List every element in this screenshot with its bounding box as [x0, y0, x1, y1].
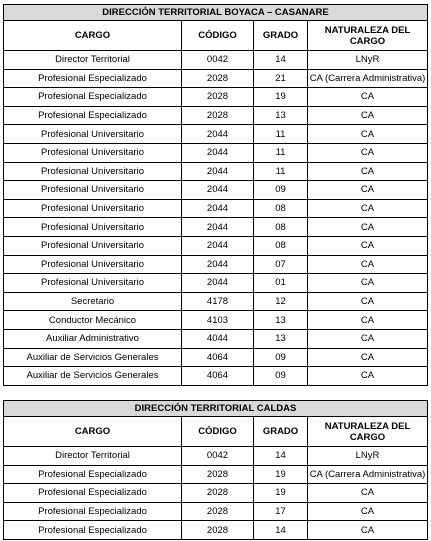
cell-naturaleza: CA [308, 255, 428, 274]
cell-cargo: Profesional Universitario [4, 236, 182, 255]
cell-codigo: 4064 [182, 367, 254, 386]
cell-codigo: 0042 [182, 447, 254, 466]
cell-codigo: 2028 [182, 69, 254, 88]
table-row [4, 106, 428, 125]
cell-grado: 13 [254, 329, 308, 348]
cell-cargo: Auxiliar Administrativo [4, 329, 182, 348]
cell-naturaleza: CA [308, 521, 428, 540]
cell-cargo: Profesional Especializado [4, 465, 182, 484]
cell-cargo: Profesional Especializado [4, 502, 182, 521]
cell-cargo: Profesional Universitario [4, 125, 182, 144]
table-row [4, 502, 428, 521]
cell-grado: 19 [254, 465, 308, 484]
cell-naturaleza: CA [308, 348, 428, 367]
cell-codigo: 2044 [182, 181, 254, 200]
table-row [4, 367, 428, 386]
cell-codigo: 4044 [182, 329, 254, 348]
cell-cargo: Profesional Especializado [4, 484, 182, 503]
cell-grado: 12 [254, 292, 308, 311]
cell-naturaleza: CA [308, 236, 428, 255]
table-row [4, 329, 428, 348]
header-cargo: CARGO [4, 21, 182, 51]
cell-grado: 09 [254, 348, 308, 367]
table-row [4, 274, 428, 293]
cell-cargo: Auxiliar de Servicios Generales [4, 367, 182, 386]
cell-naturaleza: CA [308, 502, 428, 521]
cell-naturaleza: CA (Carrera Administrativa) [308, 69, 428, 88]
cell-cargo: Profesional Universitario [4, 143, 182, 162]
cell-grado: 19 [254, 88, 308, 107]
cell-grado: 11 [254, 125, 308, 144]
cell-cargo: Profesional Especializado [4, 69, 182, 88]
cell-grado: 19 [254, 484, 308, 503]
cell-grado: 14 [254, 447, 308, 466]
table-row [4, 143, 428, 162]
cell-codigo: 4064 [182, 348, 254, 367]
cell-codigo: 4103 [182, 311, 254, 330]
table-row [4, 51, 428, 70]
cell-naturaleza: CA [308, 199, 428, 218]
cell-codigo: 2028 [182, 88, 254, 107]
cell-codigo: 2028 [182, 484, 254, 503]
cell-grado: 11 [254, 143, 308, 162]
cell-naturaleza: CA [308, 162, 428, 181]
cell-naturaleza: LNyR [308, 51, 428, 70]
cell-cargo: Profesional Universitario [4, 218, 182, 237]
cell-naturaleza: CA [308, 292, 428, 311]
cell-naturaleza: CA [308, 329, 428, 348]
cell-codigo: 4178 [182, 292, 254, 311]
table-title: DIRECCIÓN TERRITORIAL CALDAS [4, 401, 428, 417]
cell-naturaleza: CA [308, 106, 428, 125]
cell-cargo: Profesional Especializado [4, 521, 182, 540]
cell-codigo: 2044 [182, 199, 254, 218]
cell-naturaleza: CA (Carrera Administrativa) [308, 465, 428, 484]
header-grado: GRADO [254, 417, 308, 447]
cell-codigo: 2044 [182, 255, 254, 274]
cell-naturaleza: CA [308, 311, 428, 330]
table-row [4, 199, 428, 218]
cell-grado: 07 [254, 255, 308, 274]
table-row [4, 465, 428, 484]
cell-codigo: 2028 [182, 465, 254, 484]
cell-grado: 09 [254, 181, 308, 200]
cell-cargo: Secretario [4, 292, 182, 311]
cell-naturaleza: CA [308, 484, 428, 503]
table-title: DIRECCIÓN TERRITORIAL BOYACA – CASANARE [4, 5, 428, 21]
cell-naturaleza: CA [308, 181, 428, 200]
table-row [4, 348, 428, 367]
cell-codigo: 2028 [182, 502, 254, 521]
cell-codigo: 2044 [182, 143, 254, 162]
table-row [4, 447, 428, 466]
cell-cargo: Profesional Universitario [4, 162, 182, 181]
cell-grado: 09 [254, 367, 308, 386]
cell-naturaleza: CA [308, 143, 428, 162]
table-row [4, 88, 428, 107]
table-row [4, 255, 428, 274]
table-row [4, 69, 428, 88]
cell-codigo: 0042 [182, 51, 254, 70]
cell-cargo: Auxiliar de Servicios Generales [4, 348, 182, 367]
cell-grado: 13 [254, 311, 308, 330]
cell-cargo: Profesional Universitario [4, 199, 182, 218]
header-naturaleza: NATURALEZA DEL CARGO [308, 417, 428, 447]
cell-grado: 21 [254, 69, 308, 88]
cell-codigo: 2044 [182, 274, 254, 293]
cell-cargo: Profesional Universitario [4, 181, 182, 200]
cell-codigo: 2028 [182, 106, 254, 125]
cell-naturaleza: CA [308, 218, 428, 237]
cell-grado: 08 [254, 236, 308, 255]
table-row [4, 484, 428, 503]
cell-naturaleza: LNyR [308, 447, 428, 466]
cell-cargo: Director Territorial [4, 51, 182, 70]
cell-codigo: 2044 [182, 218, 254, 237]
cell-naturaleza: CA [308, 274, 428, 293]
cell-cargo: Conductor Mecánico [4, 311, 182, 330]
cell-naturaleza: CA [308, 88, 428, 107]
table-caldas [3, 400, 428, 540]
cell-codigo: 2028 [182, 521, 254, 540]
table-row [4, 162, 428, 181]
cell-codigo: 2044 [182, 162, 254, 181]
cell-naturaleza: CA [308, 367, 428, 386]
cell-grado: 08 [254, 199, 308, 218]
cell-grado: 14 [254, 521, 308, 540]
cell-grado: 13 [254, 106, 308, 125]
cell-grado: 01 [254, 274, 308, 293]
cell-codigo: 2044 [182, 236, 254, 255]
header-naturaleza: NATURALEZA DEL CARGO [308, 21, 428, 51]
header-codigo: CÓDIGO [182, 21, 254, 51]
cell-naturaleza: CA [308, 125, 428, 144]
header-codigo: CÓDIGO [182, 417, 254, 447]
cell-codigo: 2044 [182, 125, 254, 144]
cell-grado: 17 [254, 502, 308, 521]
header-grado: GRADO [254, 21, 308, 51]
header-cargo: CARGO [4, 417, 182, 447]
table-row [4, 292, 428, 311]
cell-cargo: Profesional Universitario [4, 255, 182, 274]
table-boyaca-casanare [3, 4, 428, 386]
table-row [4, 236, 428, 255]
cell-grado: 14 [254, 51, 308, 70]
cell-grado: 08 [254, 218, 308, 237]
cell-grado: 11 [254, 162, 308, 181]
table-row [4, 521, 428, 540]
cell-cargo: Profesional Universitario [4, 274, 182, 293]
table-row [4, 218, 428, 237]
cell-cargo: Profesional Especializado [4, 88, 182, 107]
table-row [4, 125, 428, 144]
table-row [4, 181, 428, 200]
table-row [4, 311, 428, 330]
cell-cargo: Profesional Especializado [4, 106, 182, 125]
cell-cargo: Director Territorial [4, 447, 182, 466]
